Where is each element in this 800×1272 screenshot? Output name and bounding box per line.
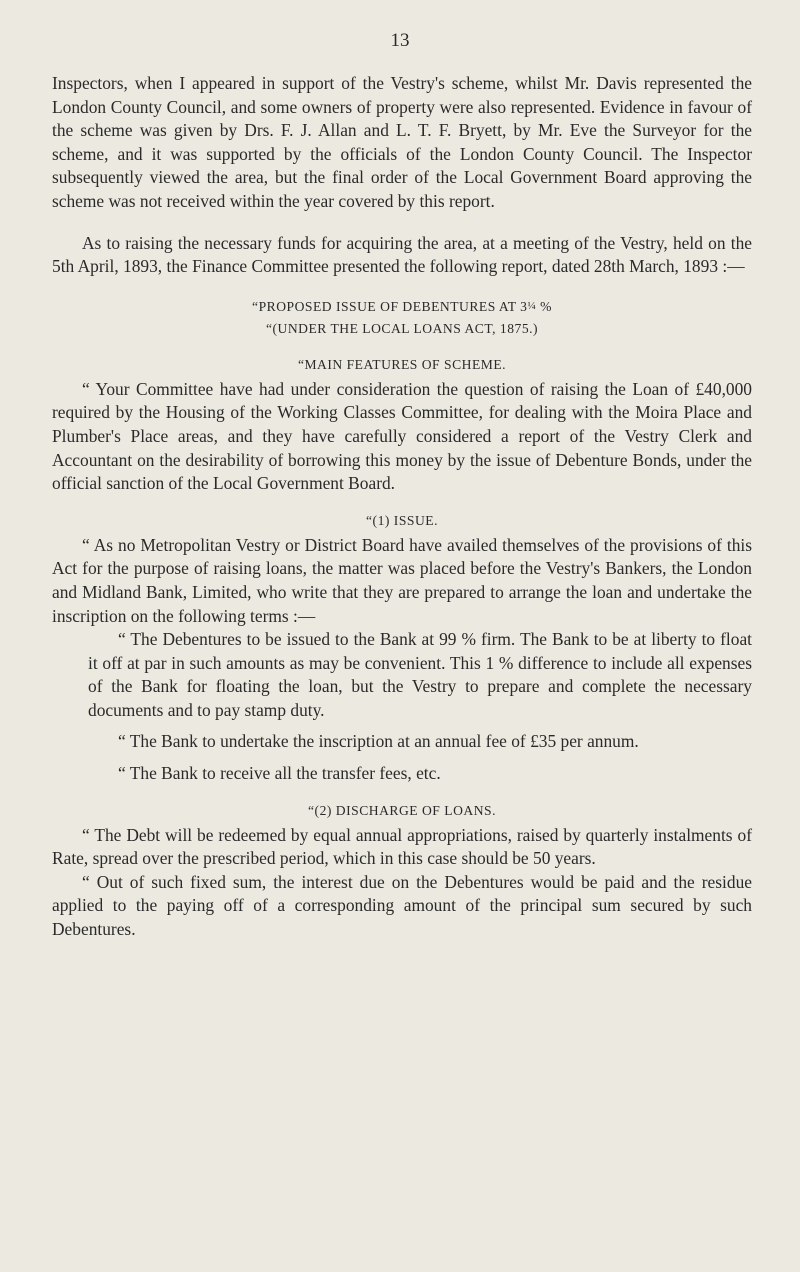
heading-proposed-issue-text: “PROPOSED ISSUE OF DEBENTURES AT 3 <box>252 298 528 314</box>
heading-proposed-issue <box>52 295 752 318</box>
heading-discharge: “(2) DISCHARGE OF LOANS. <box>308 802 496 818</box>
page-body <box>52 72 752 942</box>
heading-local-loans-act: “(UNDER THE LOCAL LOANS ACT, 1875.) <box>265 320 539 336</box>
paragraph-inspectors: Inspectors, when I appeared in support of the Vestry's scheme, whilst Mr. Davis represented the London County Council, and some owners of property were also represented. Evidence in favour of the scheme was given by Drs. F. J. Allan and L. T. F. Bryett, by Mr. Eve the Surveyor for the scheme, and it was supported by the officials of the London County Council. The Inspector subsequently viewed the area, but the final order of the Local Government Board approving the scheme was not received within the year covered by this report. <box>52 73 752 211</box>
paragraph-debt-redemption: “ The Debt will be redeemed by equal annual appropriations, raised by quarterly instalments of Rate, spread over the prescribed period, which in this case should be 50 years. <box>52 824 752 869</box>
paragraph-funds: As to raising the necessary funds for acquiring the area, at a meeting of the Vestry, held on the 5th April, 1893, the Finance Committee presented the following report, dated 28th March, 1893 :— <box>52 232 752 277</box>
term-debentures: “ The Debentures to be issued to the Bank at 99 % firm. The Bank to be at liberty to float it off at par in such amounts as may be convenient. This 1 % difference to include all expenses of the Bank for floating the loan, but the Vestry to prepare and complete the necessary documents and to pay stamp duty. <box>88 629 752 720</box>
paragraph-committee: “ Your Committee have had under consideration the question of raising the Loan of £40,000 required by the Housing of the Working Classes Committee, for dealing with the Moira Place and Plumber's Place areas, and they have carefully considered a report of the Vestry Clerk and Accountant on the desirability of borrowing this money by the issue of Debenture Bonds, under the official sanction of the Local Government Board. <box>52 378 752 494</box>
paragraph-issue: “ As no Metropolitan Vestry or District Board have availed themselves of the provisions of this Act for the purpose of raising loans, the matter was placed before the Vestry's Bankers, the London and Midland Bank, Limited, who write that they are prepared to arrange the loan and undertake the inscription on the following terms :— <box>52 534 752 626</box>
terms-block <box>88 628 752 786</box>
term-inscription-fee: “ The Bank to undertake the inscription at an annual fee of £35 per annum. <box>118 731 639 752</box>
heading-proposed-issue-percent: % <box>536 298 552 314</box>
page-number: 13 <box>390 30 410 51</box>
heading-issue: “(1) ISSUE. <box>366 512 438 528</box>
paragraph-interest: “ Out of such fixed sum, the interest due on the Debentures would be paid and the residue applied to the paying off of a corresponding amount of the principal sum secured by such Debentures. <box>52 871 752 940</box>
heading-main-features: “MAIN FEATURES OF SCHEME. <box>297 356 507 372</box>
term-transfer-fees: “ The Bank to receive all the transfer fees, etc. <box>118 763 441 784</box>
heading-proposed-issue-fraction: ¼ <box>527 299 537 312</box>
